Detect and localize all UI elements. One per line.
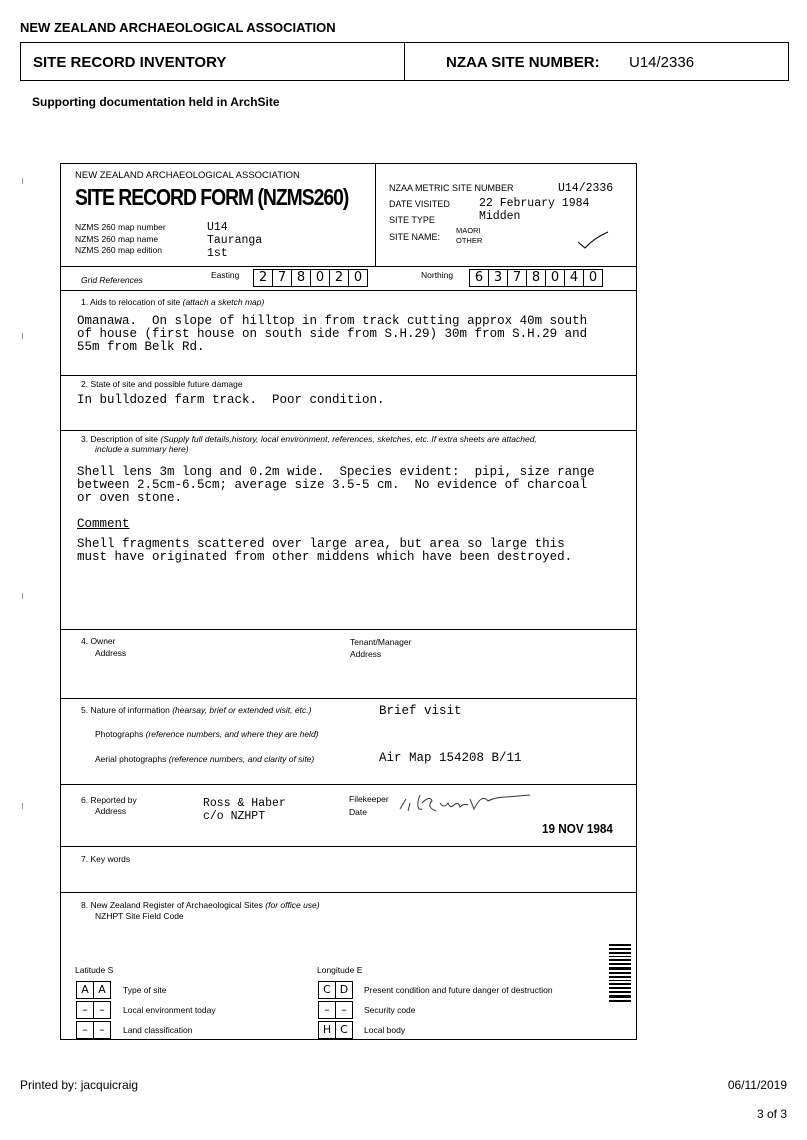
site-record-form [60,163,637,1040]
map-number-label: NZMS 260 map number [75,222,166,232]
reported-by: Ross & Haber [203,797,286,810]
section-line [61,698,636,699]
easting-digit: 0 [310,269,330,287]
easting-digit: 7 [272,269,292,287]
section-line [61,892,636,893]
check-mark-icon [576,230,610,250]
section-3-hint: include a summary here) [95,444,189,454]
tenant-address-label: Address [350,649,382,659]
grid-ref-label: Grid References [81,275,143,285]
signature-icon [396,791,536,817]
map-edition-label: NZMS 260 map edition [75,245,162,255]
date-visited: 22 February 1984 [479,197,590,210]
latitude-code-box: – [76,1001,94,1019]
northing-digit: 0 [545,269,565,287]
latitude-label: Latitude S [75,965,114,975]
site-number-value: U14/2336 [629,54,695,71]
header-divider [404,43,405,80]
section-5-label: 5. Nature of information (hearsay, brief or extended visit, etc.) [81,705,312,715]
latitude-code-box: A [93,981,111,999]
map-name: Tauranga [207,234,263,247]
supporting-note: Supporting documentation held in ArchSite [32,95,280,109]
longitude-code-box: C [318,981,336,999]
latitude-code-label: Land classification [123,1025,193,1035]
field-code-label: NZHPT Site Field Code [95,911,184,921]
easting-digit: 2 [329,269,349,287]
date-label: Date [349,807,367,817]
easting-label: Easting [211,270,240,280]
form-title: SITE RECORD FORM (NZMS260) [75,184,349,210]
section-line [61,266,636,267]
section-line [61,629,636,630]
comment-heading: Comment [77,517,130,531]
longitude-label: Longitude E [317,965,363,975]
vertical-divider [375,164,376,266]
scan-mark [22,593,23,599]
organization-header: NEW ZEALAND ARCHAEOLOGICAL ASSOCIATION [20,20,336,35]
latitude-code-box: – [93,1021,111,1039]
page-number: 3 of 3 [756,1107,787,1121]
latitude-code-box: A [76,981,94,999]
reported-by-label: 6. Reported by [81,795,137,805]
longitude-code-label: Local body [364,1025,406,1035]
owner-label: 4. Owner [81,636,116,646]
longitude-code-box: H [318,1021,336,1039]
latitude-code-box: – [93,1001,111,1019]
northing-digit: 3 [488,269,508,287]
northing-boxes [469,269,602,287]
scan-mark [22,178,23,184]
section-line [61,430,636,431]
latitude-code-label: Type of site [123,985,167,995]
date-visited-label: DATE VISITED [389,199,450,209]
site-name-label: SITE NAME: [389,232,441,242]
section-line [61,290,636,291]
map-name-label: NZMS 260 map name [75,234,159,244]
scan-mark [22,803,23,809]
longitude-code-label: Present condition and future danger of destruction [364,985,553,995]
owner-address-label: Address [95,648,127,658]
scan-mark [22,333,23,339]
easting-digit: 2 [253,269,273,287]
northing-digit: 6 [469,269,489,287]
reporter-address-label: Address [95,806,127,816]
section-3-label: 3. Description of site (Supply full details,history, local environment, references, sketches, etc. If extra sheets are attached, [81,434,537,444]
longitude-code-box: C [335,1021,353,1039]
maori-option: MAORI [456,226,481,235]
northing-digit: 8 [526,269,546,287]
map-number: U14 [207,221,228,234]
section-2-label: 2. State of site and possible future damage [81,379,243,389]
section-8-label: 8. New Zealand Register of Archaeological Sites (for office use) [81,900,320,910]
nature-of-info: Brief visit [379,704,462,718]
easting-boxes [253,269,367,287]
northing-digit: 0 [583,269,603,287]
section-line [61,375,636,376]
key-words-label: 7. Key words [81,854,131,864]
northing-digit: 7 [507,269,527,287]
inventory-header-box [20,42,789,81]
northing-digit: 4 [564,269,584,287]
printed-by: Printed by: jacquicraig [20,1078,139,1092]
relocation-text: Omanawa. On slope of hilltop in from track cutting approx 40m south of house (first house on south side from S.H.29) 30m from S.H.29 and 55m from Belk Rd. [77,314,588,354]
longitude-code-box: – [335,1001,353,1019]
site-type-label: SITE TYPE [389,215,435,225]
site-number-label: NZAA SITE NUMBER: [446,54,600,71]
latitude-code-box: – [76,1021,94,1039]
site-description: Shell lens 3m long and 0.2m wide. Species evident: pipi, size range between 2.5cm-6.5cm; average size 3.5-5 cm. No evidence of charcoal or oven stone. [77,465,595,505]
latitude-code-label: Local environment today [123,1005,216,1015]
metric-number-label: NZAA METRIC SITE NUMBER [389,183,514,193]
metric-number: U14/2336 [558,182,614,195]
tenant-label: Tenant/Manager [350,637,412,647]
reported-address: c/o NZHPT [203,810,266,823]
filekeeper-label: Filekeeper [349,794,389,804]
aerial-value: Air Map 154208 B/11 [379,751,522,765]
northing-label: Northing [421,270,454,280]
longitude-code-box: D [335,981,353,999]
section-1-label: 1. Aids to relocation of site (attach a sketch map) [81,297,265,307]
other-option: OTHER [456,236,483,245]
inventory-title: SITE RECORD INVENTORY [33,54,227,71]
form-org: NEW ZEALAND ARCHAEOLOGICAL ASSOCIATION [75,170,300,181]
section-line [61,846,636,847]
site-state-text: In bulldozed farm track. Poor condition. [77,393,385,407]
map-edition: 1st [207,247,228,260]
aerial-label: Aerial photographs (reference numbers, and clarity of site) [95,754,315,764]
barcode-icon [609,944,631,1004]
print-date: 06/11/2019 [727,1078,787,1092]
photographs-label: Photographs (reference numbers, and where they are held) [95,729,319,739]
longitude-code-label: Security code [364,1005,416,1015]
comment-text: Shell fragments scattered over large area, but area so large this must have originated from other middens which have been destroyed. [77,537,573,564]
site-type: Midden [479,210,521,223]
section-line [61,784,636,785]
longitude-code-box: – [318,1001,336,1019]
received-stamp-date: 19 NOV 1984 [542,821,613,836]
easting-digit: 0 [348,269,368,287]
easting-digit: 8 [291,269,311,287]
